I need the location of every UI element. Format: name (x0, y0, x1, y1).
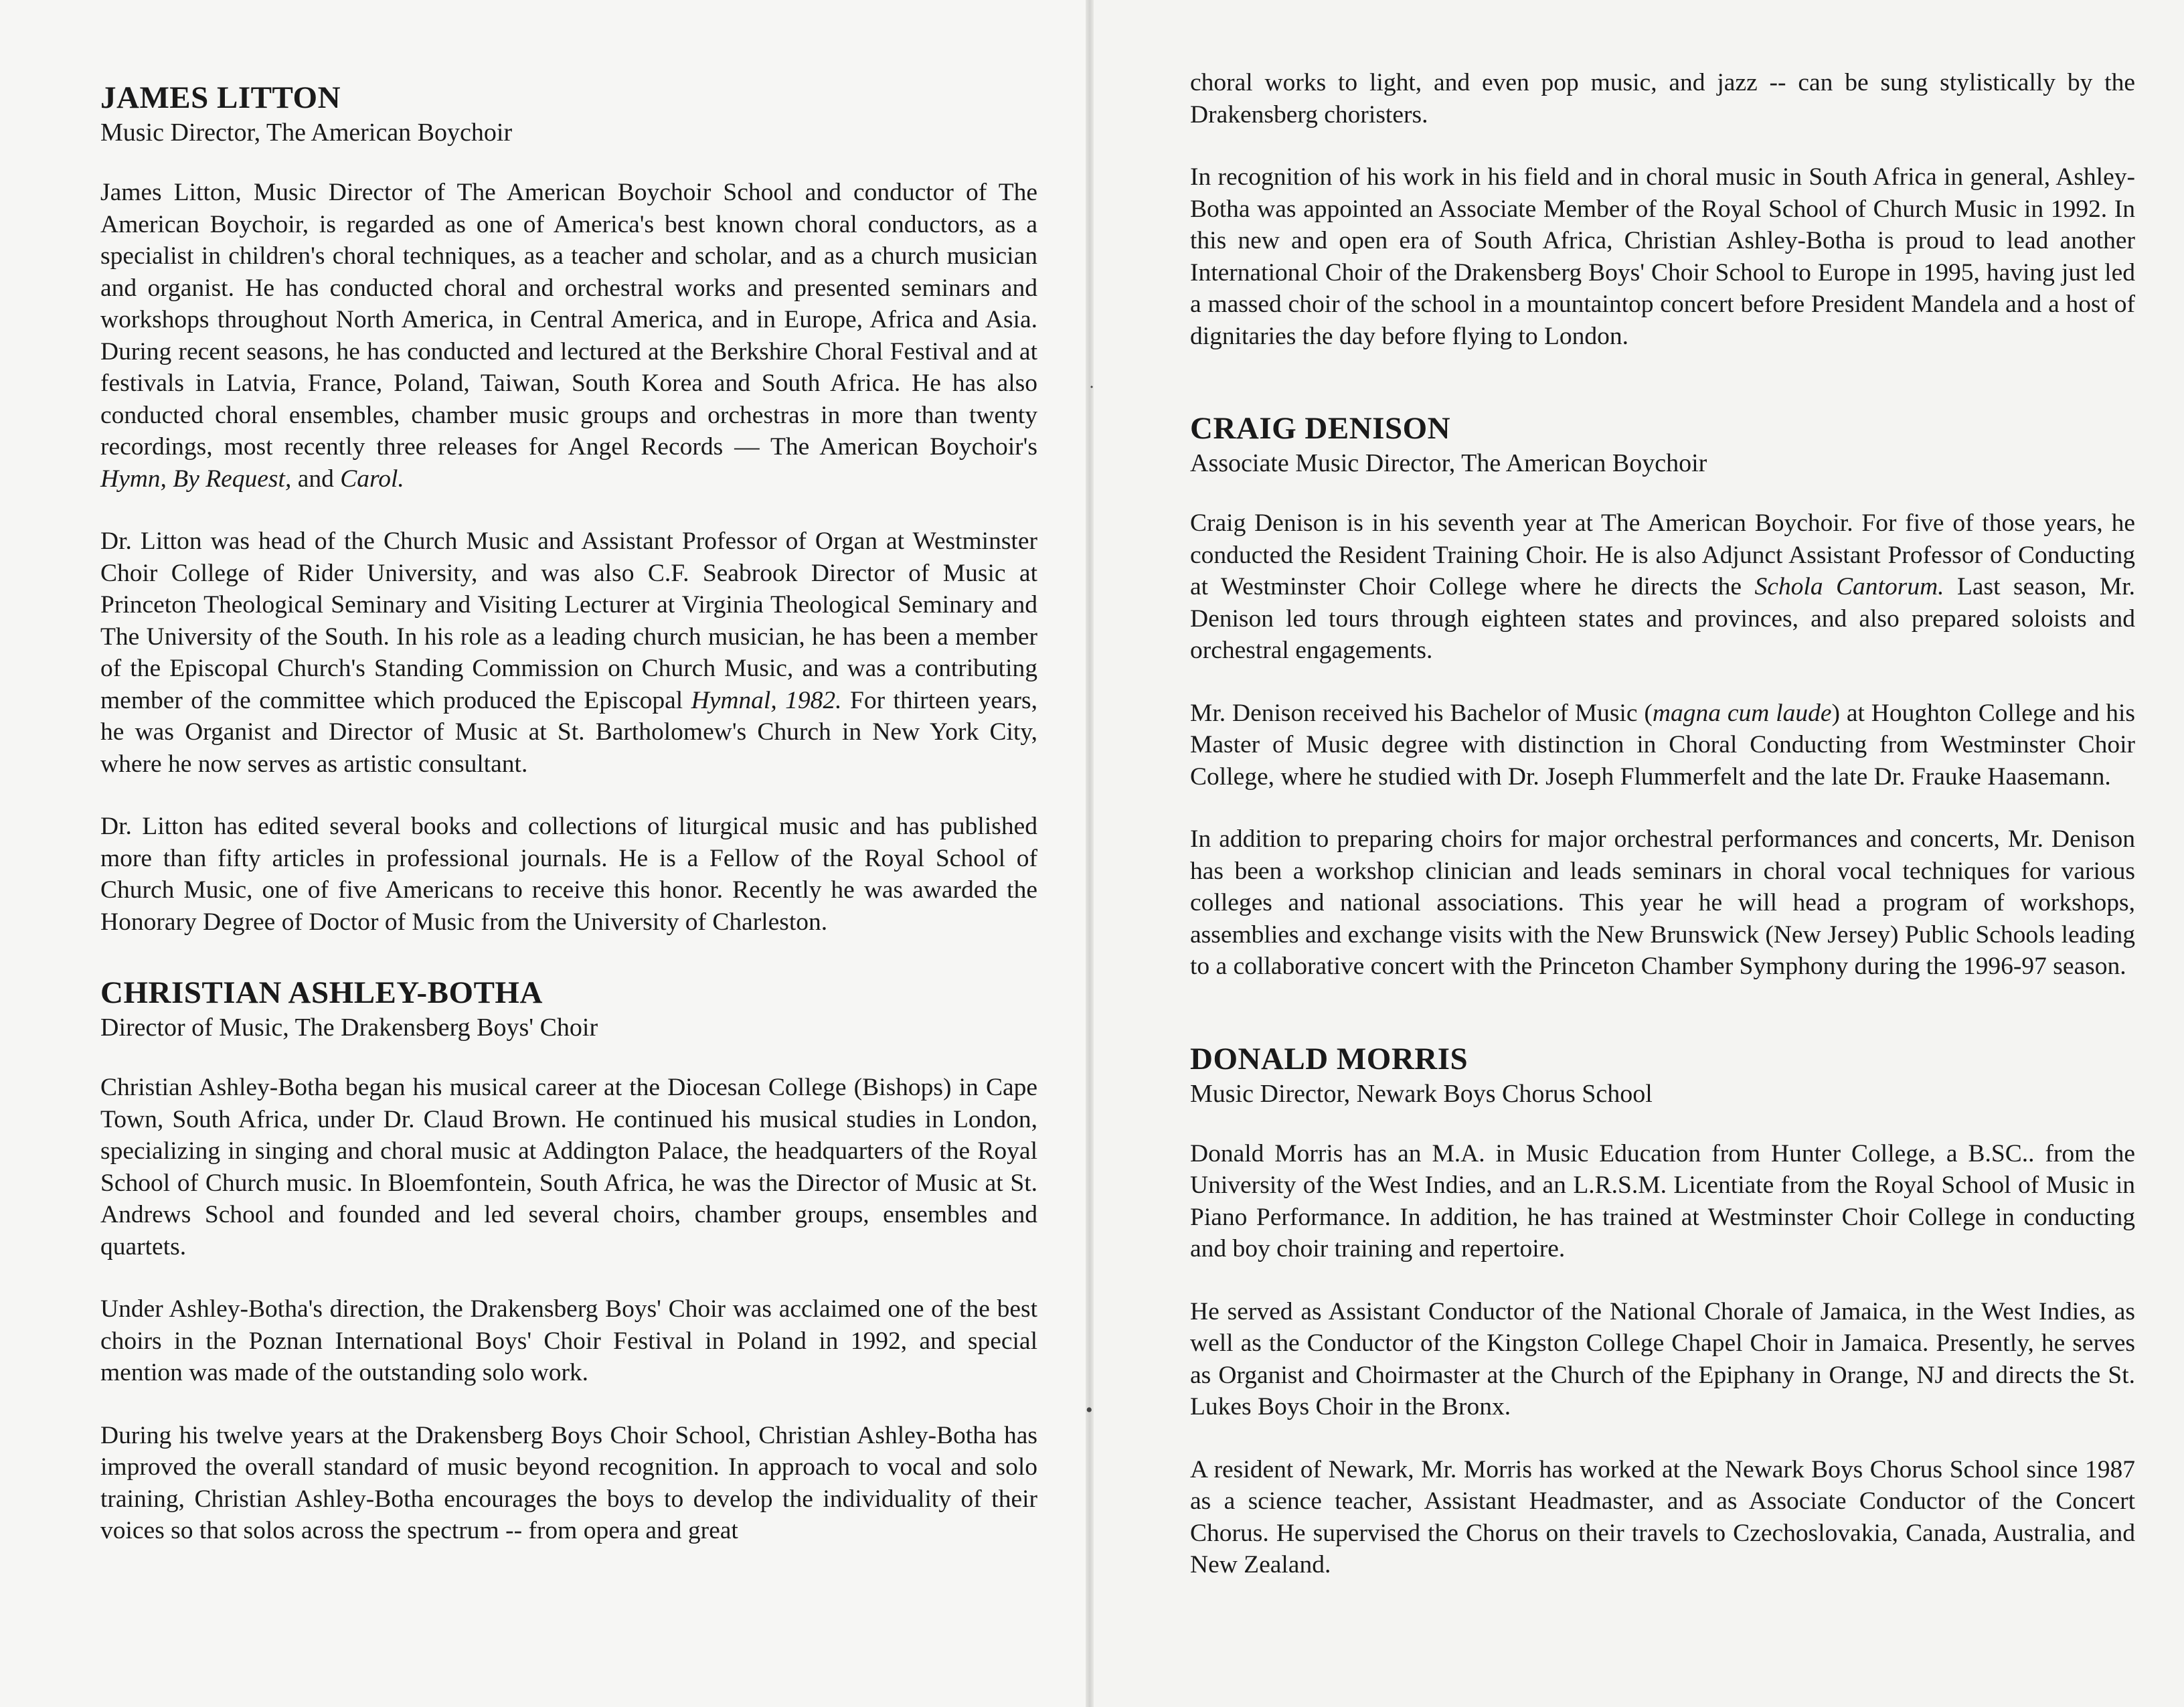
bio-name: CRAIG DENISON (1190, 411, 1451, 446)
bio-name: CHRISTIAN ASHLEY-BOTHA (100, 975, 543, 1010)
bio-paragraph: James Litton, Music Director of The American Boychoir School and conductor of The American Boychoir, is regarded as one of America's best known choral conductors, as a specialist in children's choral techniques, as a teacher and scholar, and as a church musician and organist. He has conducted choral and orchestral works and presented seminars and workshops throughout North America, in Central America, and in Europe, Africa and Asia. During recent seasons, he has conducted and lectured at the Berkshire Choral Festival and at festivals in Latvia, France, Poland, Taiwan, South Korea and South Africa. He has also conducted choral ensembles, chamber music groups and orchestras in more than twenty recordings, most recently three releases for Angel Records — The American Boychoir's Hymn, By Request, and Carol. (100, 179, 1037, 493)
bio-ashley-botha-continued (1190, 67, 2135, 352)
bio-paragraph: In recognition of his work in his field and in choral music in South Africa in general, Ashley-Botha was appointed an Associate Member of the Royal School of Church Music in 1992. In this new and open era of South Africa, Christian Ashley-Botha is proud to lead another International Choir of the Drakensberg Boys' Choir School to Europe in 1995, having just led a massed choir of the school in a mountaintop concert before President Mandela and a host of dignitaries the day before flying to London. (1190, 163, 2135, 350)
bio-role: Music Director, The American Boychoir (100, 118, 513, 147)
bio-craig-denison (1190, 410, 2135, 983)
bio-christian-ashley-botha (100, 974, 1037, 1547)
bio-name: JAMES LITTON (100, 80, 341, 115)
book-spine (1086, 0, 1094, 1707)
bio-name: DONALD MORRIS (1190, 1041, 1468, 1076)
bio-paragraph: Dr. Litton has edited several books and collections of liturgical music and has published more than fifty articles in professional journals. He is a Fellow of the Royal School of Church Music, one of five Americans to receive this honor. Recently he was awarded the Honorary Degree of Doctor of Music from the University of Charleston. (100, 813, 1037, 936)
right-column (1190, 67, 2135, 1612)
bio-paragraph: He served as Assistant Conductor of the National Chorale of Jamaica, in the West Indies, as well as the Conductor of the Kingston College Chapel Choir in Jamaica. Presently, he serves as Organist and Choirmaster at the Church of the Epiphany in Orange, NJ and directs the St. Lukes Boys Choir in the Bronx. (1190, 1297, 2135, 1420)
bio-paragraph: During his twelve years at the Drakensberg Boys Choir School, Christian Ashley-Botha has improved the overall standard of music beyond recognition. In approach to vocal and solo training, Christian Ashley-Botha encourages the boys to develop the individuality of their voices so that solos across the spectrum -- from opera and great (100, 1421, 1037, 1544)
bio-paragraph: Craig Denison is in his seventh year at The American Boychoir. For five of those years, he conducted the Resident Training Choir. He is also Adjunct Assistant Professor of Conducting at Westminster Choir College where he directs the Schola Cantorum. Last season, Mr. Denison led tours through eighteen states and provinces, and also prepared soloists and orchestral engagements. (1190, 509, 2135, 664)
bio-role: Director of Music, The Drakensberg Boys' Choir (100, 1013, 598, 1042)
bio-paragraph: In addition to preparing choirs for major orchestral performances and concerts, Mr. Denison has been a workshop clinician and leads seminars in choral vocal techniques for various colleges and national associations. This year he will head a program of workshops, assemblies and exchange visits with the New Brunswick (New Jersey) Public Schools leading to a collaborative concert with the Princeton Chamber Symphony during the 1996-97 season. (1190, 825, 2135, 980)
bio-paragraph: A resident of Newark, Mr. Morris has worked at the Newark Boys Chorus School since 1987 as a science teacher, Assistant Headmaster, and as Associate Conductor of the Concert Chorus. He supervised the Chorus on their travels to Czechoslovakia, Canada, Australia, and New Zealand. (1190, 1455, 2135, 1578)
bio-paragraph: Dr. Litton was head of the Church Music and Assistant Professor of Organ at Westminster Choir College of Rider University, and was also C.F. Seabrook Director of Music at Princeton Theological Seminary and Visiting Lecturer at Virginia Theological Seminary and The University of the South. In his role as a leading church musician, he has been a member of the Episcopal Church's Standing Commission on Church Music, and was a contributing member of the committee which produced the Episcopal Hymnal, 1982. For thirteen years, he was Organist and Director of Music at St. Bartholomew's Church in New York City, where he now serves as artistic consultant. (100, 527, 1037, 778)
bio-role: Music Director, Newark Boys Chorus School (1190, 1079, 1653, 1108)
bio-paragraph: Christian Ashley-Botha began his musical career at the Diocesan College (Bishops) in Cape Town, South Africa, under Dr. Claud Brown. He continued his musical studies in London, specializing in singing and choral music at Addington Palace, the headquarters of the Royal School of Church music. In Bloemfontein, South Africa, he was the Director of Music at St. Andrews School and founded and led several choirs, chamber groups, ensembles and quartets. (100, 1074, 1037, 1261)
bio-donald-morris (1190, 1040, 2135, 1581)
left-column (100, 79, 1037, 1578)
spine-mark-bottom: • (1086, 1399, 1093, 1421)
bio-paragraph: Mr. Denison received his Bachelor of Music (magna cum laude) at Houghton College and his Master of Music degree with distinction in Choral Conducting from Westminster Choir College, where he studied with Dr. Joseph Flummerfelt and the late Dr. Frauke Haasemann. (1190, 699, 2135, 791)
bio-paragraph: Donald Morris has an M.A. in Music Education from Hunter College, a B.SC.. from the University of the West Indies, and an L.R.S.M. Licentiate from the Royal School of Music in Piano Performance. In addition, he has trained at Westminster Choir College in conducting and boy choir training and repertoire. (1190, 1139, 2135, 1263)
bio-paragraph: choral works to light, and even pop music, and jazz -- can be sung stylistically by the Drakensberg choristers. (1190, 69, 2135, 129)
bio-james-litton (100, 79, 1037, 938)
bio-role: Associate Music Director, The American Boychoir (1190, 449, 1707, 477)
spine-mark-top: ˙ (1088, 382, 1095, 404)
bio-paragraph: Under Ashley-Botha's direction, the Drakensberg Boys' Choir was acclaimed one of the best choirs in the Poznan International Boys' Choir Festival in Poland in 1992, and special mention was made of the outstanding solo work. (100, 1295, 1037, 1386)
